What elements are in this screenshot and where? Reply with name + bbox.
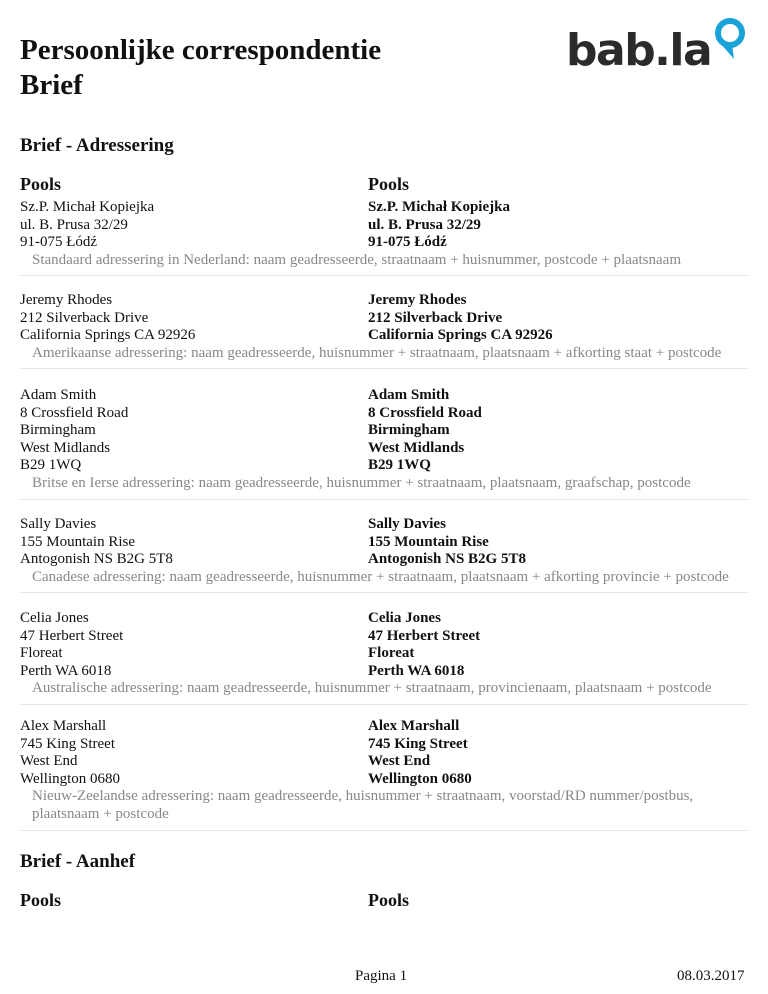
- address-line: Jeremy Rhodes: [20, 292, 113, 308]
- page-title: [20, 33, 381, 103]
- address-line: 155 Mountain Rise: [20, 533, 135, 550]
- address-line: ul. B. Prusa 32/29: [368, 216, 481, 233]
- title-line-1: Persoonlijke correspondentie: [20, 34, 382, 66]
- address-line: California Springs CA 92926: [368, 327, 553, 344]
- divider: [20, 592, 748, 593]
- address-line: 745 King Street: [20, 735, 115, 752]
- address-source: [20, 292, 195, 345]
- address-line: 91-075 Łódź: [368, 234, 447, 251]
- address-line: Jeremy Rhodes: [368, 292, 467, 308]
- address-line: Celia Jones: [368, 610, 441, 626]
- address-line: 745 King Street: [368, 735, 468, 752]
- address-format-note: Canadese adressering: naam geadresseerde, huisnummer + straatnaam, plaatsnaam + afkorting provincie + postcode: [32, 568, 729, 585]
- address-source: [20, 387, 128, 475]
- address-line: Sz.P. Michał Kopiejka: [20, 199, 155, 215]
- address-line: B29 1WQ: [20, 457, 82, 474]
- address-line: Perth WA 6018: [20, 662, 112, 679]
- section-heading-adressering: Brief - Adressering: [20, 135, 174, 156]
- address-format-note: Amerikaanse adressering: naam geadresseerde, huisnummer + straatnaam, plaatsnaam + afkorting staat + postcode: [32, 344, 722, 361]
- address-translation: [368, 199, 510, 252]
- address-line: West Midlands: [368, 439, 465, 456]
- address-line: Wellington 0680: [20, 770, 121, 787]
- address-source: [20, 516, 173, 569]
- address-line: Alex Marshall: [368, 718, 460, 734]
- divider: [20, 830, 748, 831]
- address-translation: [368, 292, 553, 345]
- address-line: Sally Davies: [20, 516, 97, 532]
- source-language-label: Pools: [20, 174, 62, 194]
- address-source: [20, 199, 154, 252]
- divider: [20, 368, 748, 369]
- babla-logo: [566, 16, 752, 80]
- address-line: 155 Mountain Rise: [368, 533, 489, 550]
- source-language-label-2: Pools: [20, 890, 62, 910]
- address-translation: [368, 718, 472, 788]
- address-line: 47 Herbert Street: [20, 627, 124, 644]
- address-line: 47 Herbert Street: [368, 627, 481, 644]
- address-line: Adam Smith: [368, 387, 450, 403]
- title-line-2: Brief: [20, 69, 83, 101]
- address-line: California Springs CA 92926: [20, 327, 196, 344]
- address-source: [20, 718, 120, 788]
- logo-text: bab.la: [566, 25, 712, 76]
- address-format-note: Standaard adressering in Nederland: naam geadresseerde, straatnaam + huisnummer, postcode + plaatsnaam: [32, 251, 681, 268]
- address-source: [20, 610, 123, 680]
- address-line: Alex Marshall: [20, 718, 107, 734]
- address-line: Birmingham: [20, 422, 96, 439]
- address-line: Antogonish NS B2G 5T8: [368, 551, 526, 568]
- target-language-label-2: Pools: [368, 890, 410, 910]
- address-line: Antogonish NS B2G 5T8: [20, 551, 173, 568]
- address-format-note: Australische adressering: naam geadresseerde, huisnummer + straatnaam, provincienaam, plaatsnaam + postcode: [32, 680, 712, 697]
- address-line: Floreat: [368, 645, 415, 662]
- section-heading-aanhef: Brief - Aanhef: [20, 851, 136, 872]
- address-translation: [368, 516, 526, 569]
- address-format-note: Britse en Ierse adressering: naam geadresseerde, huisnummer + straatnaam, plaatsnaam, graafschap, postcode: [32, 475, 691, 491]
- address-line: 91-075 Łódź: [20, 234, 98, 251]
- address-line: Celia Jones: [20, 610, 89, 626]
- address-line: Floreat: [20, 645, 63, 662]
- address-line: Wellington 0680: [368, 770, 472, 787]
- address-format-note: Nieuw-Zeelandse adressering: naam geadresseerde, huisnummer + straatnaam, voorstad/RD nummer/postbus, plaatsnaam + postcode: [32, 788, 694, 822]
- address-line: Birmingham: [368, 422, 450, 439]
- address-line: West End: [20, 753, 78, 770]
- address-line: Adam Smith: [20, 387, 97, 403]
- address-line: Sz.P. Michał Kopiejka: [368, 199, 510, 215]
- address-line: Perth WA 6018: [368, 662, 465, 679]
- document-date: 08.03.2017: [677, 968, 745, 984]
- address-line: 212 Silverback Drive: [20, 309, 149, 326]
- divider: [20, 499, 748, 500]
- target-language-label: Pools: [368, 174, 410, 194]
- divider: [20, 704, 748, 705]
- address-line: 8 Crossfield Road: [20, 404, 129, 421]
- address-line: Sally Davies: [368, 516, 446, 532]
- address-translation: [368, 387, 482, 475]
- page-number: Pagina 1: [355, 968, 408, 984]
- address-translation: [368, 610, 480, 680]
- address-line: 212 Silverback Drive: [368, 309, 503, 326]
- address-line: B29 1WQ: [368, 457, 431, 474]
- address-line: West Midlands: [20, 439, 111, 456]
- speech-bubble-icon: [712, 16, 752, 66]
- divider: [20, 275, 748, 276]
- address-line: West End: [368, 753, 431, 770]
- address-line: 8 Crossfield Road: [368, 404, 482, 421]
- address-line: ul. B. Prusa 32/29: [20, 216, 128, 233]
